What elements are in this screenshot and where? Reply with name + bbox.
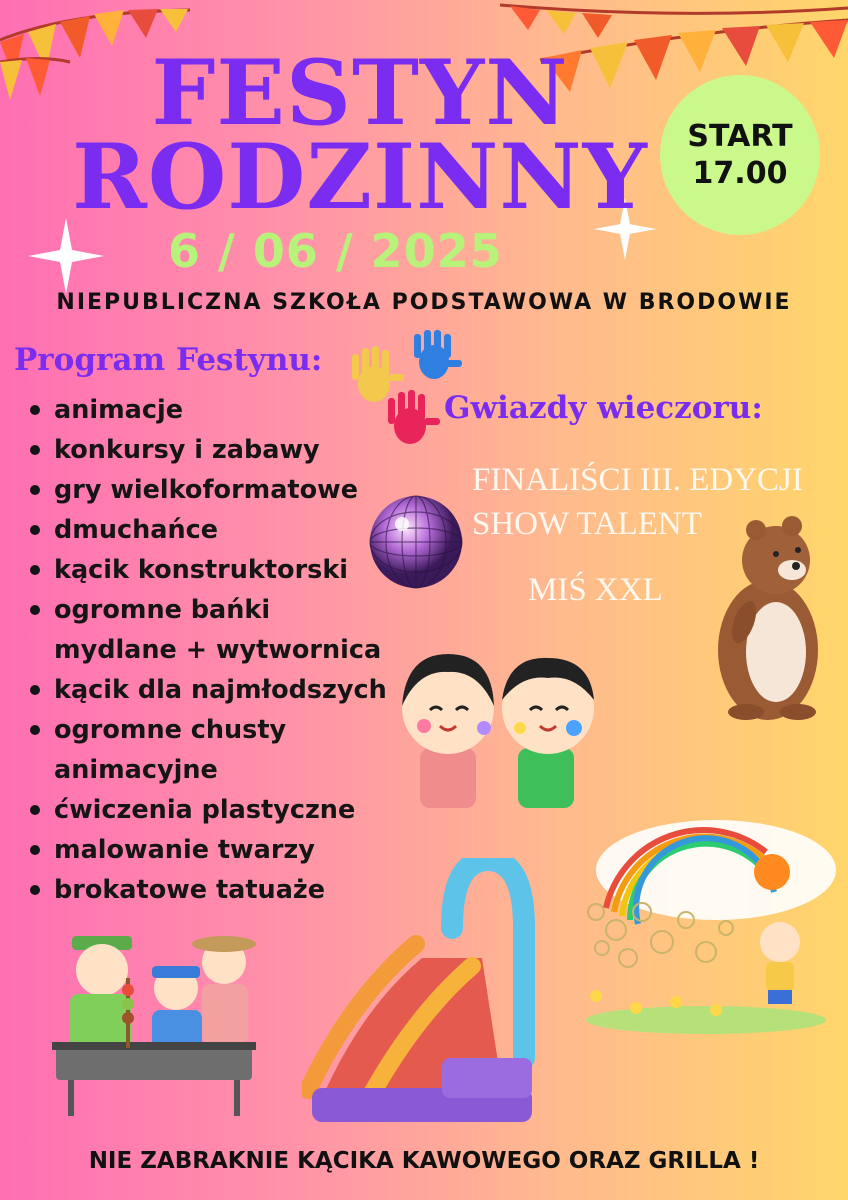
- program-item: kącik konstruktorski: [28, 550, 408, 590]
- event-date: 6 / 06 / 2025: [168, 224, 503, 278]
- bear-illustration-icon: [706, 512, 826, 722]
- title-line-2: RODZINNY: [72, 124, 648, 230]
- start-time: 17.00: [692, 156, 788, 191]
- program-item: ogromne chusty: [28, 710, 408, 750]
- stars-title: Gwiazdy wieczoru:: [444, 390, 763, 426]
- inflatable-slide-icon: [302, 858, 548, 1126]
- program-item: brokatowe tatuaże: [28, 870, 408, 910]
- title-line-1: FESTYN: [151, 40, 569, 146]
- program-list: [28, 390, 408, 910]
- start-time-badge: [660, 75, 820, 235]
- program-item: animacyjne: [54, 755, 218, 785]
- school-name: NIEPUBLICZNA SZKOŁA PODSTAWOWA W BRODOWIE: [56, 290, 792, 315]
- program-item: gry wielkoformatowe: [28, 470, 408, 510]
- start-label: START: [687, 118, 793, 154]
- rainbow-bubbles-illustration-icon: [566, 812, 838, 1038]
- stars-line-2: SHOW TALENT: [472, 506, 702, 542]
- footer-note: NIE ZABRAKNIE KĄCIKA KAWOWEGO ORAZ GRILLA !: [88, 1148, 760, 1174]
- program-item: konkursy i zabawy: [28, 430, 408, 470]
- program-item: kącik dla najmłodszych: [28, 670, 408, 710]
- disco-ball-icon: [368, 494, 464, 590]
- program-item: ćwiczenia plastyczne: [28, 790, 408, 830]
- grill-family-illustration-icon: [16, 918, 262, 1118]
- program-title: Program Festynu:: [14, 342, 323, 378]
- stars-line-3: MIŚ XXL: [528, 572, 663, 608]
- program-item: mydlane + wytwornica: [54, 635, 382, 665]
- program-item: ogromne bańki: [28, 590, 408, 630]
- program-item: malowanie twarzy: [28, 830, 408, 870]
- program-item: animacje: [28, 390, 408, 430]
- stars-line-1: FINALIŚCI III. EDYCJI: [472, 462, 803, 498]
- children-illustration-icon: [398, 640, 598, 810]
- program-item: dmuchańce: [28, 510, 408, 550]
